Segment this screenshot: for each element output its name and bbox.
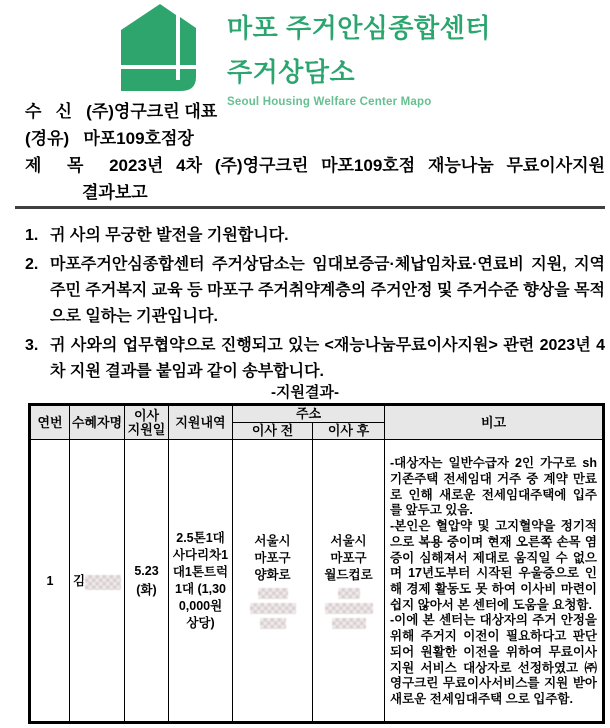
note-paragraph-3: -이에 본 센터는 대상자의 주거 안정을 위해 주거지 이전이 필요하다고 판단되어 원활한 이전을 위하여 무료이사지원 서비스 대상자로 선정하였고 ㈜영구크린 무료이사서비스를 지원 받아 새로운 전세임대주택 으로 입주함.	[390, 613, 597, 706]
header-no: 연번	[30, 405, 70, 440]
paragraph-number: 2.	[25, 256, 39, 273]
redacted-address-block	[260, 618, 286, 629]
org-name-line2: 주거상담소	[227, 57, 356, 87]
cell-beneficiary-name	[70, 440, 125, 723]
cell-no: 1	[30, 440, 70, 723]
header-address: 주소	[233, 405, 385, 423]
org-subtitle-english: Seoul Housing Welfare Center Mapo	[227, 96, 432, 108]
paragraph-number: 3.	[25, 337, 39, 354]
note-paragraph-2: -본인은 혈압약 및 고지혈약을 정기적으로 복용 중이며 현재 오른쪽 손목 염증이 심해져서 제대로 움직일 수 없으며 17년도부터 시작된 우울증으로 인해 경제 활동도 못 하여 이사비 마련이 쉽지 않아서 본 센터에 도움을 요청함.	[390, 519, 597, 612]
header-name: 수혜자명	[70, 405, 125, 440]
cell-note	[385, 440, 604, 723]
paragraph-text: 귀 사와의 업무협약으로 진행되고 있는 <재능나눔무료이사지원> 관련 2023년 4차 지원 결과를 붙임과 같이 송부합니다.	[50, 337, 605, 380]
paragraph-3	[25, 333, 605, 385]
subject-line: 제 목 2023년 4차 (주)영구크린 마포109호점 재능나눔 무료이사지원	[25, 156, 605, 175]
header-note: 비고	[385, 405, 604, 440]
address-before-line: 양화로	[254, 567, 291, 582]
address-after-line: 월드컵로	[324, 567, 373, 582]
org-name-line1: 마포 주거안심종합센터	[227, 13, 491, 43]
table-caption: -지원결과-	[271, 384, 339, 401]
redacted-address-block	[250, 603, 296, 614]
cell-address-after	[313, 440, 385, 723]
paragraph-text: 귀 사의 무궁한 발전을 기원합니다.	[50, 227, 289, 244]
document-meta	[25, 98, 605, 206]
via-line: (경유) 마포109호점장	[25, 129, 194, 148]
redacted-name-block	[85, 575, 121, 590]
move-date: 5.23	[134, 563, 159, 578]
address-after-line: 마포구	[330, 550, 367, 565]
address-before-line: 마포구	[254, 550, 291, 565]
redacted-address-block	[338, 588, 360, 599]
org-title-block	[227, 8, 491, 108]
cell-support-detail: 2.5톤1대 사다리차1대1톤트럭1대 (1,300,000원 상당)	[169, 440, 233, 723]
table-data-row	[30, 440, 604, 723]
support-result-table	[28, 403, 605, 724]
address-after-line: 서울시	[330, 533, 367, 548]
header-support-detail: 지원내역	[169, 405, 233, 440]
subject-continuation: 결과보고	[82, 183, 148, 202]
beneficiary-surname: 김	[72, 574, 86, 589]
paragraph-2	[25, 252, 605, 330]
cell-move-date	[125, 440, 169, 723]
address-before-line: 서울시	[254, 533, 291, 548]
header-move-date-line1: 이사	[133, 407, 160, 423]
header-move-date-line2: 지원일	[127, 421, 166, 437]
header-move-date	[125, 405, 169, 440]
redacted-address-block	[325, 603, 373, 614]
redacted-address-block	[258, 588, 288, 599]
paragraph-text: 마포주거안심종합센터 주거상담소는 임대보증금·체납임차료·연료비 지원, 지역주민 주거복지 교육 등 마포구 주거취약계층의 주거안정 및 주거수준 향상을 목적으로 일하는 기관입니다.	[50, 256, 605, 325]
move-date-weekday: (화)	[136, 582, 157, 597]
header-divider-rule	[15, 206, 605, 209]
header-address-after: 이사 후	[313, 423, 385, 440]
header-address-before: 이사 전	[233, 423, 313, 440]
redacted-address-block	[332, 618, 366, 629]
paragraph-1	[25, 223, 605, 249]
recipient-line: 수 신 (주)영구크린 대표	[25, 102, 218, 121]
note-paragraph-1: -대상자는 일반수급자 2인 가구로 sh 기존주택 전세임대 거주 중 계약 만료로 인해 새로운 전세임대주택에 입주를 앞두고 있음.	[390, 456, 597, 518]
paragraph-number: 1.	[25, 227, 39, 244]
table-header-row-1	[30, 405, 604, 423]
housing-center-logo-icon	[121, 3, 196, 91]
body-paragraphs	[25, 223, 605, 388]
cell-address-before	[233, 440, 313, 723]
